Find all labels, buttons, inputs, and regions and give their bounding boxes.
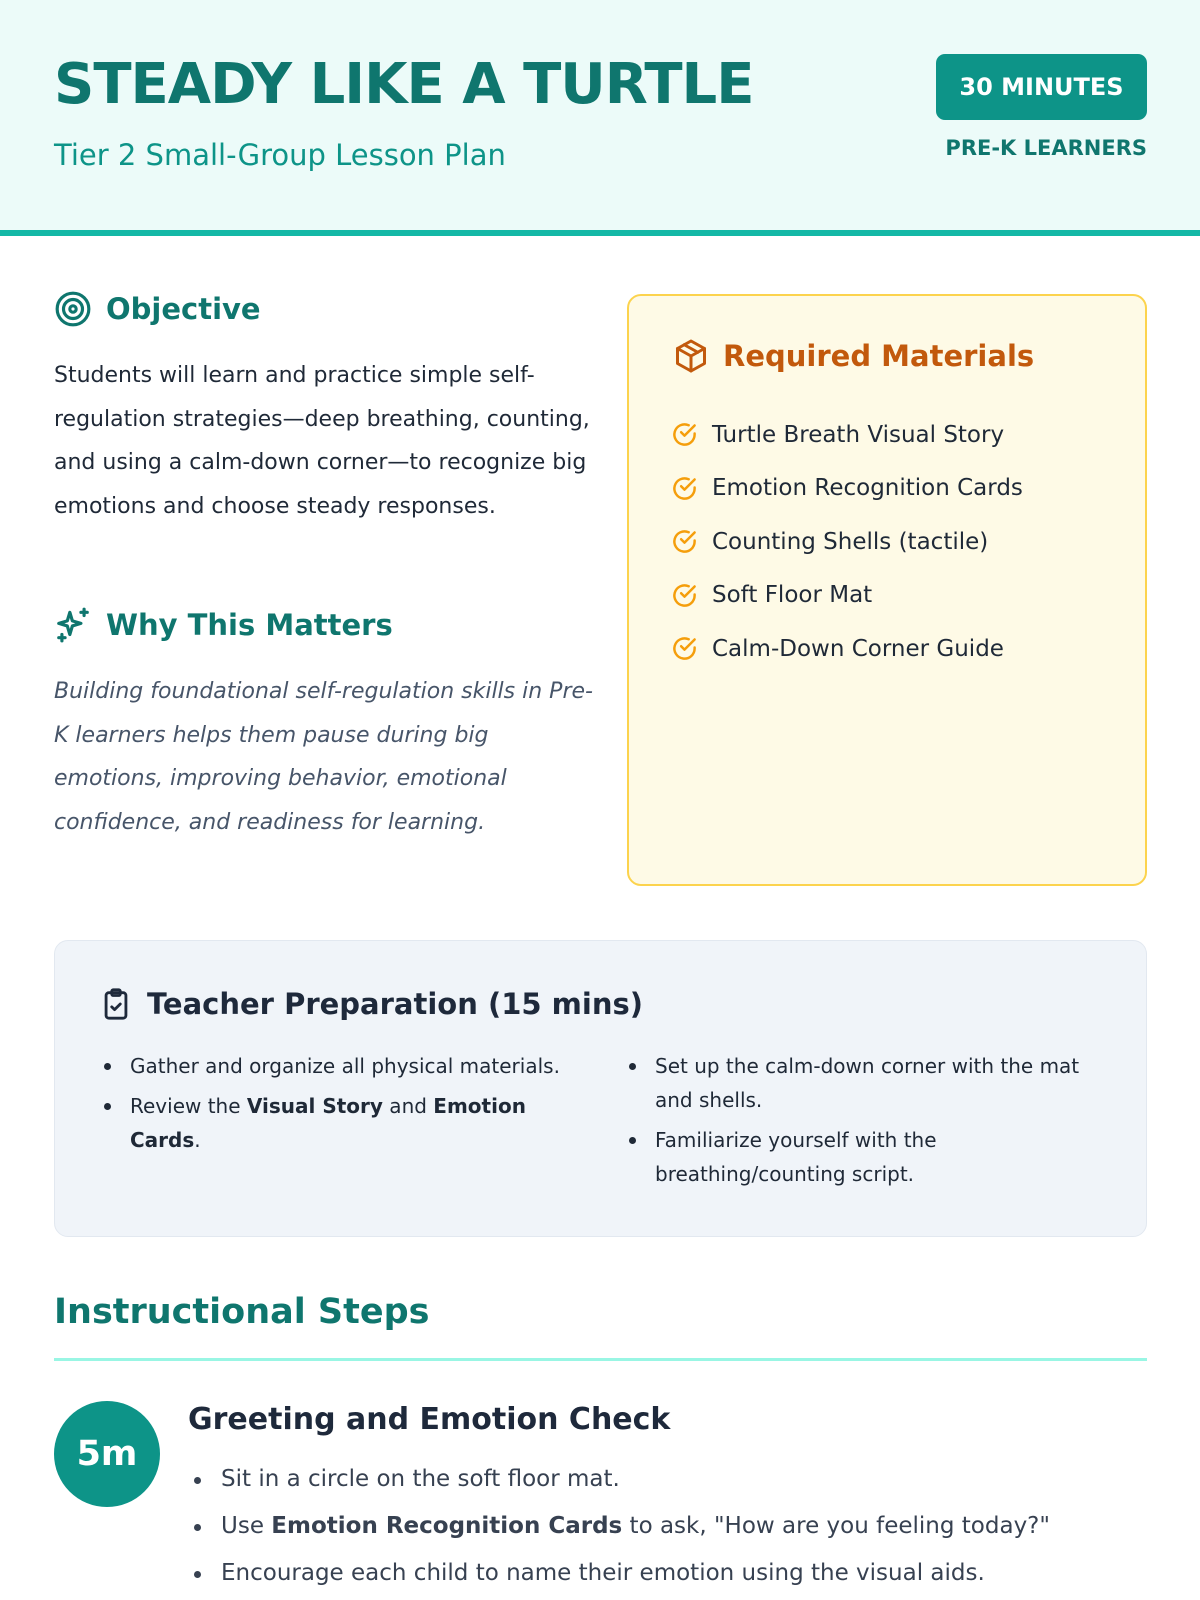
list-item — [671, 408, 1023, 462]
step-title: Greeting and Emotion Check — [188, 1402, 671, 1437]
list-item — [101, 1049, 571, 1083]
check-circle-icon — [671, 582, 698, 609]
why-text: Building foundational self-regulation skills in Pre-K learners helps them pause during big emotions, improving behavior, emotional confidence, and readiness for learning. — [54, 679, 593, 835]
prep-item-text: and — [382, 1094, 434, 1118]
prep-item-text: Set up the calm-down corner with the mat and shells. — [655, 1054, 1080, 1112]
target-icon — [54, 290, 92, 328]
prep-list-left — [101, 1049, 571, 1163]
check-circle-icon — [671, 528, 698, 555]
lesson-header — [0, 0, 1200, 236]
prep-list-right — [626, 1049, 1106, 1197]
prep-item-text: Familiarize yourself with the breathing/counting script. — [655, 1128, 937, 1186]
list-item — [188, 1503, 1050, 1550]
divider — [54, 1358, 1147, 1361]
clipboard-check-icon — [99, 985, 133, 1023]
material-label: Soft Floor Mat — [712, 582, 873, 609]
lesson-title: STEADY LIKE A TURTLE — [54, 52, 754, 117]
list-item — [671, 569, 1023, 623]
check-circle-icon — [671, 421, 698, 448]
step-bullet-text: Sit in a circle on the soft floor mat. — [221, 1466, 620, 1492]
step-bullet-text: Use — [221, 1513, 272, 1539]
steps-heading: Instructional Steps — [54, 1292, 430, 1332]
list-item — [188, 1456, 1050, 1503]
list-item — [671, 515, 1023, 569]
prep-card — [54, 940, 1147, 1237]
duration-badge: 30 MINUTES — [936, 54, 1147, 120]
material-label: Turtle Breath Visual Story — [712, 421, 1005, 448]
prep-heading — [99, 985, 643, 1023]
list-item — [671, 622, 1023, 676]
step-bullets — [188, 1456, 1050, 1597]
objective-heading — [54, 290, 261, 328]
sparkles-icon — [54, 606, 92, 644]
lesson-subtitle: Tier 2 Small-Group Lesson Plan — [54, 138, 506, 172]
check-circle-icon — [671, 475, 698, 502]
list-item — [671, 462, 1023, 516]
objective-text: Students will learn and practice simple self-regulation strategies—deep breathing, counting, and using a calm-down corner—to recognize big emotions and choose steady responses. — [54, 363, 590, 519]
material-label: Counting Shells (tactile) — [712, 528, 989, 555]
prep-item-text: Gather and organize all physical materials. — [130, 1054, 560, 1078]
why-heading — [54, 606, 393, 644]
materials-list — [671, 408, 1023, 676]
list-item — [626, 1049, 1106, 1117]
why-heading-label: Why This Matters — [106, 608, 393, 642]
list-item — [188, 1550, 1050, 1597]
step-time-badge: 5m — [54, 1401, 160, 1507]
materials-heading-label: Required Materials — [723, 339, 1035, 373]
prep-item-emphasis: Emotion Cards — [130, 1094, 526, 1152]
materials-card — [627, 294, 1147, 886]
list-item — [101, 1089, 571, 1157]
prep-item-emphasis: Visual Story — [246, 1094, 383, 1118]
list-item — [626, 1123, 1106, 1191]
prep-item-text: . — [194, 1128, 201, 1152]
step-bullet-text: to ask, "How are you feeling today?" — [622, 1513, 1050, 1539]
package-icon — [673, 338, 709, 374]
step-bullet-text: Encourage each child to name their emotion using the visual aids. — [221, 1560, 985, 1586]
objective-heading-label: Objective — [106, 292, 261, 326]
audience-label: PRE-K LEARNERS — [945, 136, 1147, 160]
material-label: Calm-Down Corner Guide — [712, 635, 1004, 662]
check-circle-icon — [671, 635, 698, 662]
prep-item-text: Review the — [130, 1094, 247, 1118]
prep-heading-label: Teacher Preparation (15 mins) — [147, 987, 643, 1021]
material-label: Emotion Recognition Cards — [712, 475, 1023, 502]
step-bullet-emphasis: Emotion Recognition Cards — [271, 1513, 623, 1539]
materials-heading — [673, 338, 1034, 374]
